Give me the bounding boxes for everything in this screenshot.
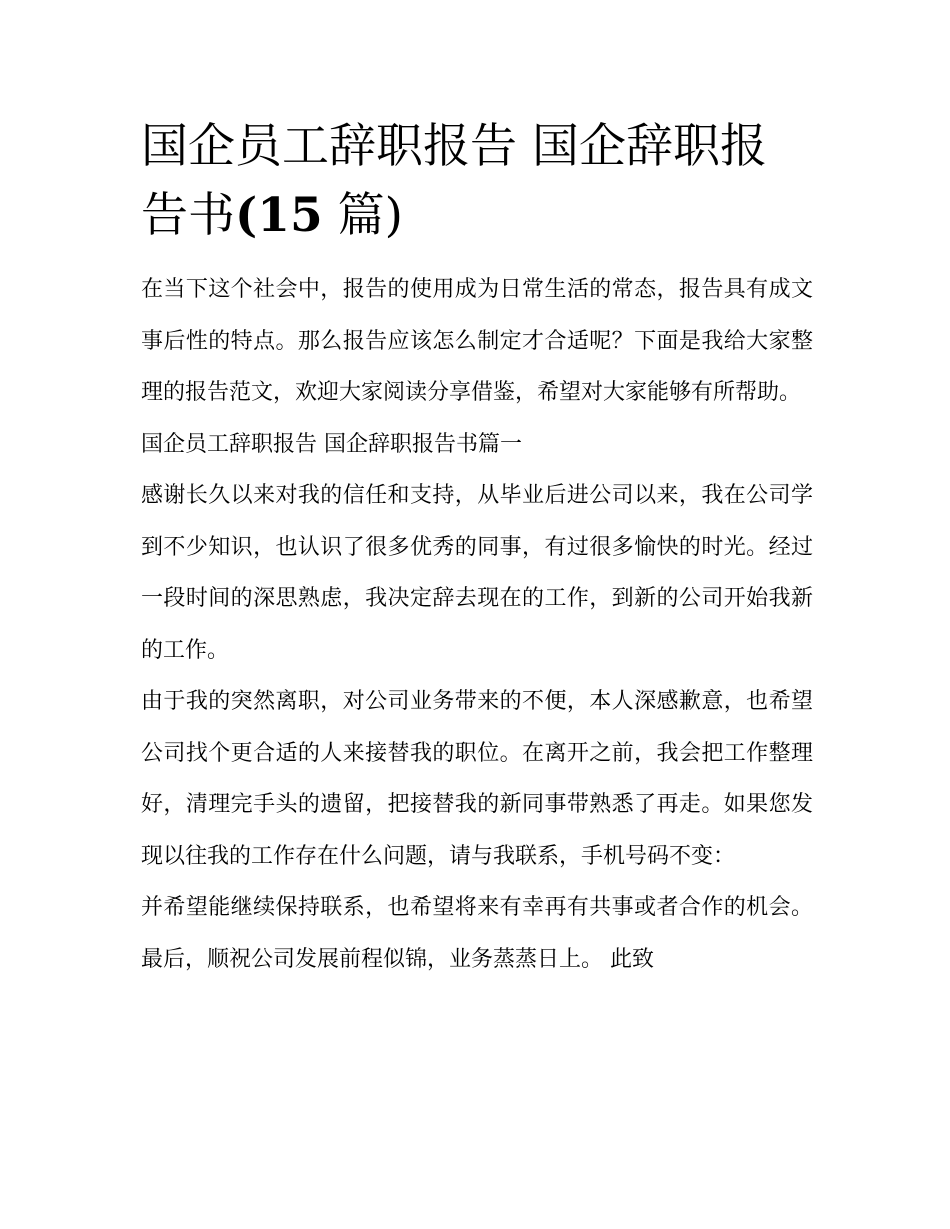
body-paragraph-gratitude: 感谢长久以来对我的信任和支持，从毕业后进公司以来，我在公司学到不少知识，也认识了很多优秀的同事，有过很多愉快的时光。经过一段时间的深思熟虑，我决定辞去现在的工作，到新的公司开始我新的工作。	[141, 483, 813, 663]
intro-paragraph: 在当下这个社会中，报告的使用成为日常生活的常态，报告具有成文事后性的特点。那么报告应该怎么制定才合适呢？下面是我给大家整理的报告范文，欢迎大家阅读分享借鉴，希望对大家能够有所帮助。	[141, 277, 813, 405]
document-title	[141, 112, 813, 250]
body-paragraph-handover: 由于我的突然离职，对公司业务带来的不便，本人深感歉意，也希望公司找个更合适的人来接替我的职位。在离开之前，我会把工作整理好，清理完手头的遗留，把接替我的新同事带熟悉了再走。如果您发现以往我的工作存在什么问题，请与我联系，手机号码不变：	[141, 689, 813, 869]
section-heading: 国企员工辞职报告 国企辞职报告书篇一	[141, 431, 522, 457]
title-text: 国企员工辞职报告 国企辞职报告书	[141, 119, 767, 243]
document-body	[141, 112, 813, 985]
title-count: (15	[235, 188, 323, 243]
title-suffix: 篇)	[322, 188, 403, 243]
body-paragraph-closing: 并希望能继续保持联系，也希望将来有幸再有共事或者合作的机会。 最后，顺祝公司发展前程似锦，业务蒸蒸日上。 此致	[141, 895, 813, 972]
